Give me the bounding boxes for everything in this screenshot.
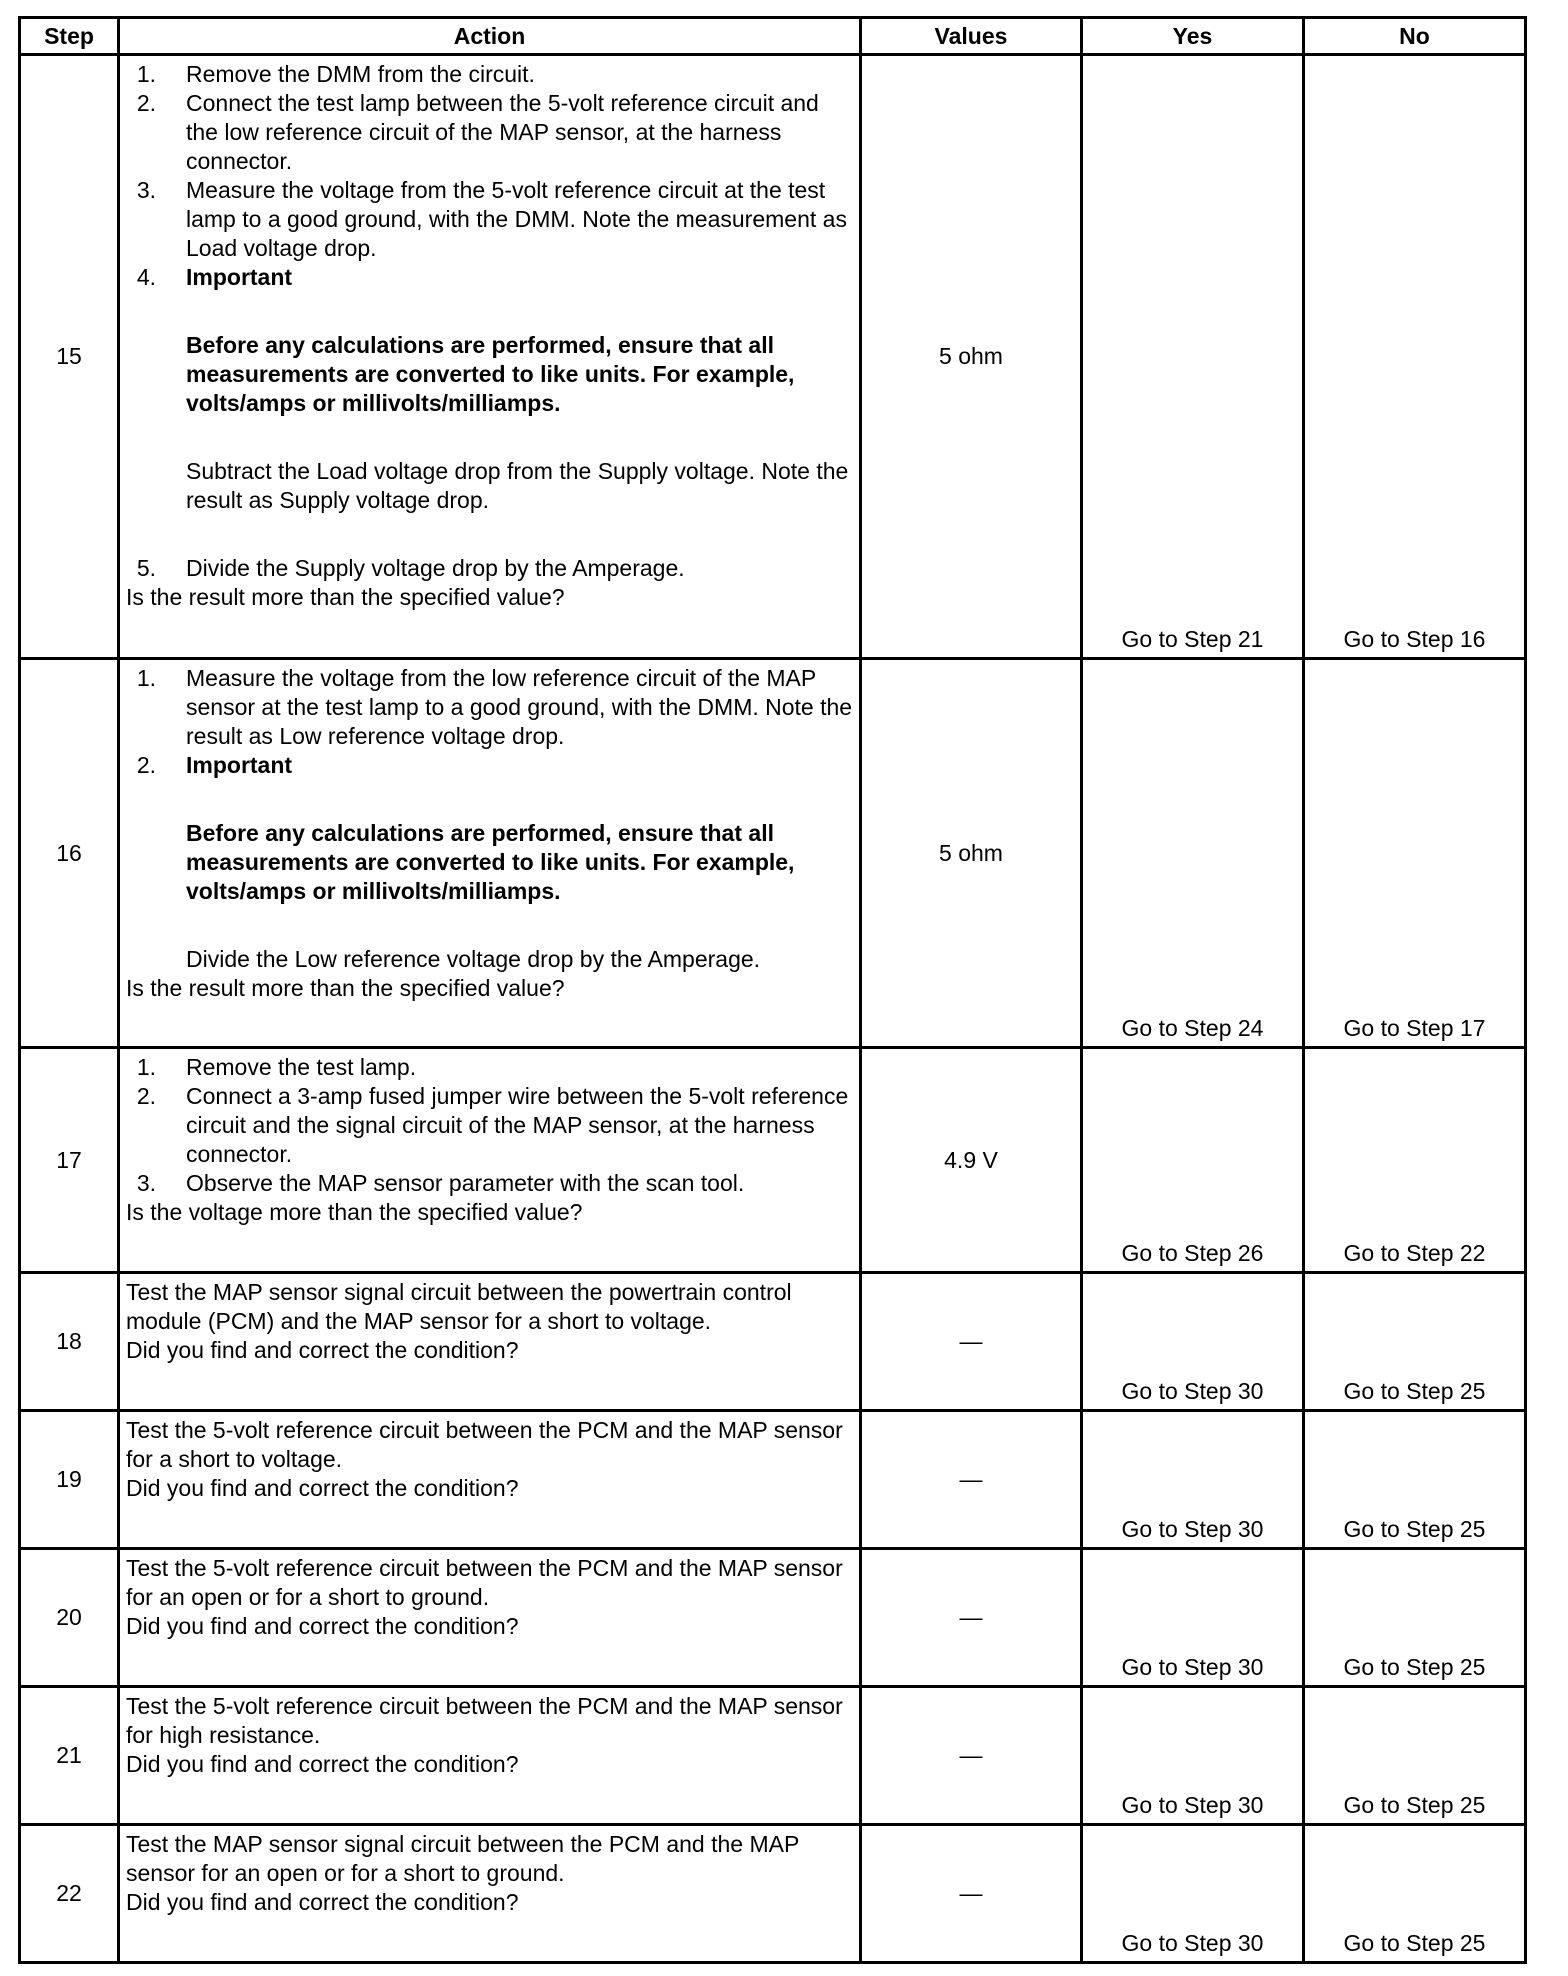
step-followup-text: Subtract the Load voltage drop from the Supply voltage. Note the result as Supply voltage drop. bbox=[186, 458, 849, 513]
list-item: 2. Important Before any calculations are performed, ensure that all measurements are converted to like units. For example, volts/amps or millivolts/milliamps. Divide the Low reference voltage drop by the Amperage. bbox=[126, 751, 855, 974]
list-item: 2. Connect a 3-amp fused jumper wire between the 5-volt reference circuit and the signal circuit of the MAP sensor, at the harness connector. bbox=[136, 1083, 849, 1167]
table-row bbox=[20, 1687, 1526, 1825]
step-question: Is the result more than the specified value? bbox=[126, 584, 565, 610]
important-note: Before any calculations are performed, ensure that all measurements are converted to like units. For example, volts/amps or millivolts/milliamps. bbox=[186, 820, 795, 904]
step-number: 15 bbox=[20, 55, 119, 659]
step-question: Did you find and correct the condition? bbox=[126, 1337, 519, 1363]
step-question: Did you find and correct the condition? bbox=[126, 1751, 519, 1777]
spec-value: — bbox=[861, 1273, 1082, 1411]
step-number: 21 bbox=[20, 1687, 119, 1825]
action-cell bbox=[119, 1687, 861, 1825]
table-row bbox=[20, 1549, 1526, 1687]
header-yes: Yes bbox=[1082, 18, 1304, 55]
action-cell bbox=[119, 1273, 861, 1411]
step-question: Is the result more than the specified value? bbox=[126, 975, 565, 1001]
table-row bbox=[20, 1411, 1526, 1549]
action-steps bbox=[126, 1053, 855, 1198]
header-step: Step bbox=[20, 18, 119, 55]
step-instruction: Test the MAP sensor signal circuit between the powertrain control module (PCM) and the MAP sensor for a short to voltage. bbox=[126, 1279, 792, 1334]
step-instruction: Test the MAP sensor signal circuit between the PCM and the MAP sensor for an open or for a short to ground. bbox=[126, 1831, 799, 1886]
step-number: 16 bbox=[20, 659, 119, 1048]
list-item: 2. Connect the test lamp between the 5-volt reference circuit and the low reference circuit of the MAP sensor, at the harness connector. bbox=[136, 90, 819, 174]
yes-link[interactable]: Go to Step 30 bbox=[1082, 1687, 1304, 1825]
list-item: 1. Measure the voltage from the low reference circuit of the MAP sensor at the test lamp to a good ground, with the DMM. Note the result as Low reference voltage drop. bbox=[136, 665, 853, 749]
action-cell bbox=[119, 1048, 861, 1273]
spec-value: 4.9 V bbox=[861, 1048, 1082, 1273]
step-question: Did you find and correct the condition? bbox=[126, 1613, 519, 1639]
no-link[interactable]: Go to Step 17 bbox=[1304, 659, 1526, 1048]
step-instruction: Test the 5-volt reference circuit between the PCM and the MAP sensor for an open or for a short to ground. bbox=[126, 1555, 843, 1610]
list-item: 5. Divide the Supply voltage drop by the Amperage. bbox=[136, 555, 685, 581]
yes-link[interactable]: Go to Step 30 bbox=[1082, 1411, 1304, 1549]
step-instruction: Test the 5-volt reference circuit between the PCM and the MAP sensor for high resistance. bbox=[126, 1693, 843, 1748]
spec-value: — bbox=[861, 1825, 1082, 1963]
no-link[interactable]: Go to Step 16 bbox=[1304, 55, 1526, 659]
important-note: Before any calculations are performed, ensure that all measurements are converted to like units. For example, volts/amps or millivolts/milliamps. bbox=[186, 332, 795, 416]
list-item: 1. Remove the test lamp. bbox=[136, 1054, 417, 1080]
step-question: Is the voltage more than the specified value? bbox=[126, 1199, 583, 1225]
action-cell bbox=[119, 659, 861, 1048]
no-link[interactable]: Go to Step 25 bbox=[1304, 1549, 1526, 1687]
header-values: Values bbox=[861, 18, 1082, 55]
yes-link[interactable]: Go to Step 26 bbox=[1082, 1048, 1304, 1273]
step-followup-text: Divide the Low reference voltage drop by the Amperage. bbox=[186, 946, 761, 972]
no-link[interactable]: Go to Step 25 bbox=[1304, 1687, 1526, 1825]
table-row bbox=[20, 1048, 1526, 1273]
step-question: Did you find and correct the condition? bbox=[126, 1475, 519, 1501]
step-instruction: Test the 5-volt reference circuit between the PCM and the MAP sensor for a short to voltage. bbox=[126, 1417, 843, 1472]
important-heading: Important bbox=[186, 264, 293, 290]
yes-link[interactable]: Go to Step 30 bbox=[1082, 1825, 1304, 1963]
action-cell bbox=[119, 1411, 861, 1549]
important-heading: Important bbox=[186, 752, 293, 778]
header-no: No bbox=[1304, 18, 1526, 55]
list-item: 3. Observe the MAP sensor parameter with the scan tool. bbox=[136, 1170, 745, 1196]
spec-value: — bbox=[861, 1549, 1082, 1687]
spec-value: — bbox=[861, 1687, 1082, 1825]
action-steps bbox=[126, 60, 855, 583]
step-number: 19 bbox=[20, 1411, 119, 1549]
yes-link[interactable]: Go to Step 21 bbox=[1082, 55, 1304, 659]
action-cell bbox=[119, 1549, 861, 1687]
table-row bbox=[20, 1273, 1526, 1411]
table-row bbox=[20, 659, 1526, 1048]
action-cell bbox=[119, 55, 861, 659]
no-link[interactable]: Go to Step 25 bbox=[1304, 1411, 1526, 1549]
spec-value: 5 ohm bbox=[861, 55, 1082, 659]
diagnostic-table-sheet bbox=[18, 16, 1527, 1964]
list-item: 1. Remove the DMM from the circuit. bbox=[136, 61, 535, 87]
step-number: 20 bbox=[20, 1549, 119, 1687]
spec-value: 5 ohm bbox=[861, 659, 1082, 1048]
step-number: 18 bbox=[20, 1273, 119, 1411]
header-row bbox=[20, 18, 1526, 55]
action-cell bbox=[119, 1825, 861, 1963]
diagnostic-table bbox=[18, 16, 1527, 1964]
table-row bbox=[20, 1825, 1526, 1963]
no-link[interactable]: Go to Step 25 bbox=[1304, 1825, 1526, 1963]
spec-value: — bbox=[861, 1411, 1082, 1549]
step-number: 22 bbox=[20, 1825, 119, 1963]
no-link[interactable]: Go to Step 25 bbox=[1304, 1273, 1526, 1411]
list-item: 3. Measure the voltage from the 5-volt reference circuit at the test lamp to a good ground, with the DMM. Note the measurement as Load voltage drop. bbox=[136, 177, 847, 261]
action-steps bbox=[126, 664, 855, 974]
yes-link[interactable]: Go to Step 30 bbox=[1082, 1549, 1304, 1687]
yes-link[interactable]: Go to Step 24 bbox=[1082, 659, 1304, 1048]
yes-link[interactable]: Go to Step 30 bbox=[1082, 1273, 1304, 1411]
list-item: 4. Important Before any calculations are performed, ensure that all measurements are converted to like units. For example, volts/amps or millivolts/milliamps. Subtract the Load voltage drop from the Supply voltage. Note the result as Supply voltage drop. bbox=[126, 263, 855, 515]
header-action: Action bbox=[119, 18, 861, 55]
no-link[interactable]: Go to Step 22 bbox=[1304, 1048, 1526, 1273]
table-row bbox=[20, 55, 1526, 659]
step-question: Did you find and correct the condition? bbox=[126, 1889, 519, 1915]
step-number: 17 bbox=[20, 1048, 119, 1273]
